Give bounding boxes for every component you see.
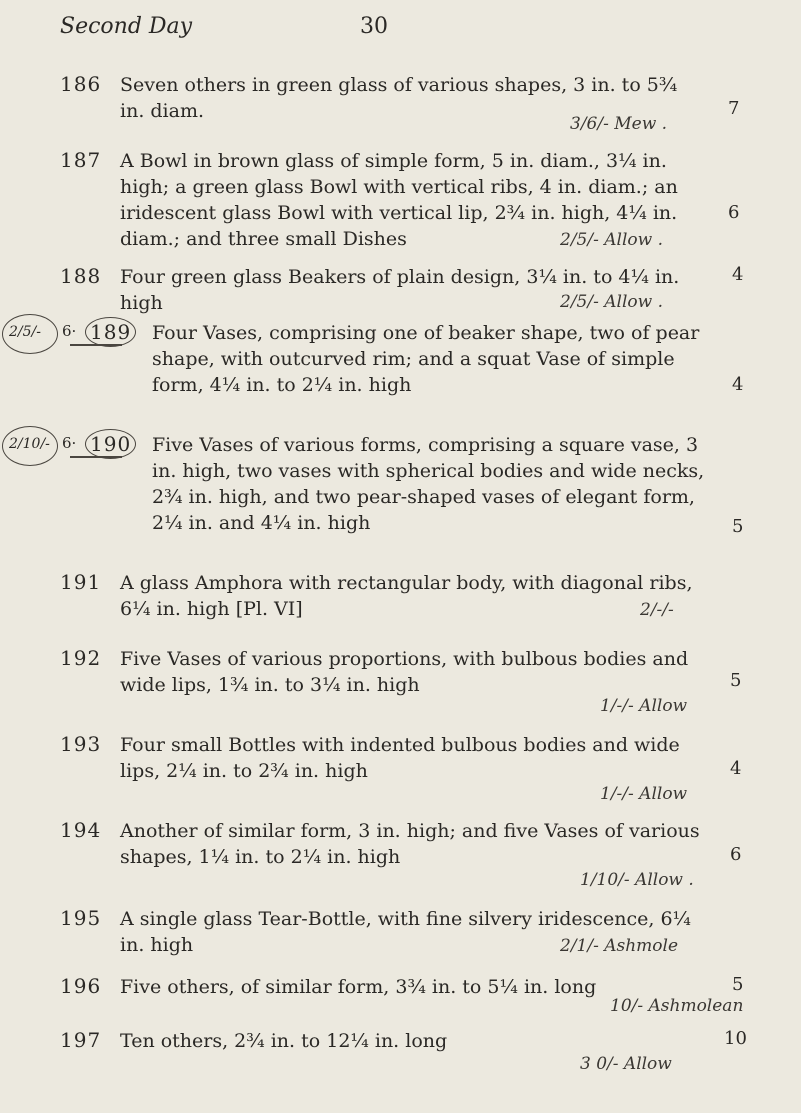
- lot-number: 191: [60, 570, 102, 594]
- lot-number: 187: [60, 148, 102, 172]
- lot-quantity: 7: [728, 98, 740, 119]
- lot-description: A glass Amphora with rectangular body, with diagonal ribs, 6¼ in. high [Pl. VI]: [120, 572, 693, 620]
- margin-circled-note: 2/5/-: [2, 314, 58, 354]
- lot-description: Another of similar form, 3 in. high; and five Vases of various shapes, 1¼ in. to 2¼ in. high: [120, 820, 700, 868]
- lot-number: 190: [85, 432, 136, 456]
- lot-quantity: 5: [732, 516, 744, 537]
- lot-description: Four green glass Beakers of plain design, 3¼ in. to 4¼ in. high: [120, 266, 680, 314]
- handwritten-price-note: 2/5/- Allow .: [560, 292, 663, 312]
- handwritten-price-note: 1/10/- Allow .: [580, 870, 694, 890]
- lot-quantity: 6: [730, 844, 742, 865]
- lot-number: 188: [60, 264, 102, 288]
- lot-number: 197: [60, 1028, 102, 1052]
- lot-description: A Bowl in brown glass of simple form, 5 in. diam., 3¼ in. high; a green glass Bowl with vertical ribs, 4 in. diam.; an iridescent glass Bowl with vertical lip, 2¾ in. high, 4¼ in. diam.; and three small Dishes: [120, 150, 678, 250]
- lot-number: 193: [60, 732, 102, 756]
- lot-quantity: 4: [732, 374, 744, 395]
- handwritten-price-note: 10/- Ashmolean: [610, 996, 744, 1016]
- lot-description: Four small Bottles with indented bulbous bodies and wide lips, 2¼ in. to 2¾ in. high: [120, 734, 680, 782]
- handwritten-price-note: 2/1/- Ashmole: [560, 936, 679, 956]
- lot-quantity: 10: [724, 1028, 747, 1049]
- lot-number: 196: [60, 974, 102, 998]
- lot-number: 194: [60, 818, 102, 842]
- lot-quantity: 5: [732, 974, 744, 995]
- margin-mark: 6·: [62, 434, 77, 452]
- lot-quantity: 4: [730, 758, 742, 779]
- handwritten-price-note: 1/-/- Allow: [600, 696, 688, 716]
- lot-description: A single glass Tear-Bottle, with fine silvery iridescence, 6¼ in. high: [120, 908, 691, 956]
- lot-number: 192: [60, 646, 102, 670]
- handwritten-price-note: 3/6/- Mew .: [570, 114, 668, 134]
- margin-mark: 6·: [62, 322, 77, 340]
- handwritten-price-note: 3 0/- Allow: [580, 1054, 672, 1074]
- lot-number: 195: [60, 906, 102, 930]
- lot-description: Seven others in green glass of various shapes, 3 in. to 5¾ in. diam.: [120, 74, 678, 122]
- lot-number: 189: [85, 320, 136, 344]
- lot-description: Five Vases of various forms, comprising a square vase, 3 in. high, two vases with spherical bodies and wide necks, 2¾ in. high, and two pear-shaped vases of elegant form, 2¼ in. and 4¼ in. high: [152, 434, 705, 534]
- lot-description: Five Vases of various proportions, with bulbous bodies and wide lips, 1¾ in. to 3¼ in. high: [120, 648, 689, 696]
- lot-description: Four Vases, comprising one of beaker shape, two of pear shape, with outcurved rim; and a squat Vase of simple form, 4¼ in. to 2¼ in. high: [152, 322, 700, 396]
- lot-description: Ten others, 2¾ in. to 12¼ in. long: [120, 1030, 448, 1052]
- lot-description: Five others, of similar form, 3¾ in. to 5¼ in. long: [120, 976, 597, 998]
- handwritten-price-note: 2/5/- Allow .: [560, 230, 663, 250]
- running-title: Second Day: [60, 14, 193, 39]
- handwritten-price-note: 2/-/-: [640, 600, 674, 620]
- lot-number: 186: [60, 72, 102, 96]
- handwritten-price-note: 1/-/- Allow: [600, 784, 688, 804]
- page-number: 30: [360, 14, 388, 39]
- lot-quantity: 5: [730, 670, 742, 691]
- lot-quantity: 4: [732, 264, 744, 285]
- lot-quantity: 6: [728, 202, 740, 223]
- margin-circled-note: 2/10/-: [2, 426, 58, 466]
